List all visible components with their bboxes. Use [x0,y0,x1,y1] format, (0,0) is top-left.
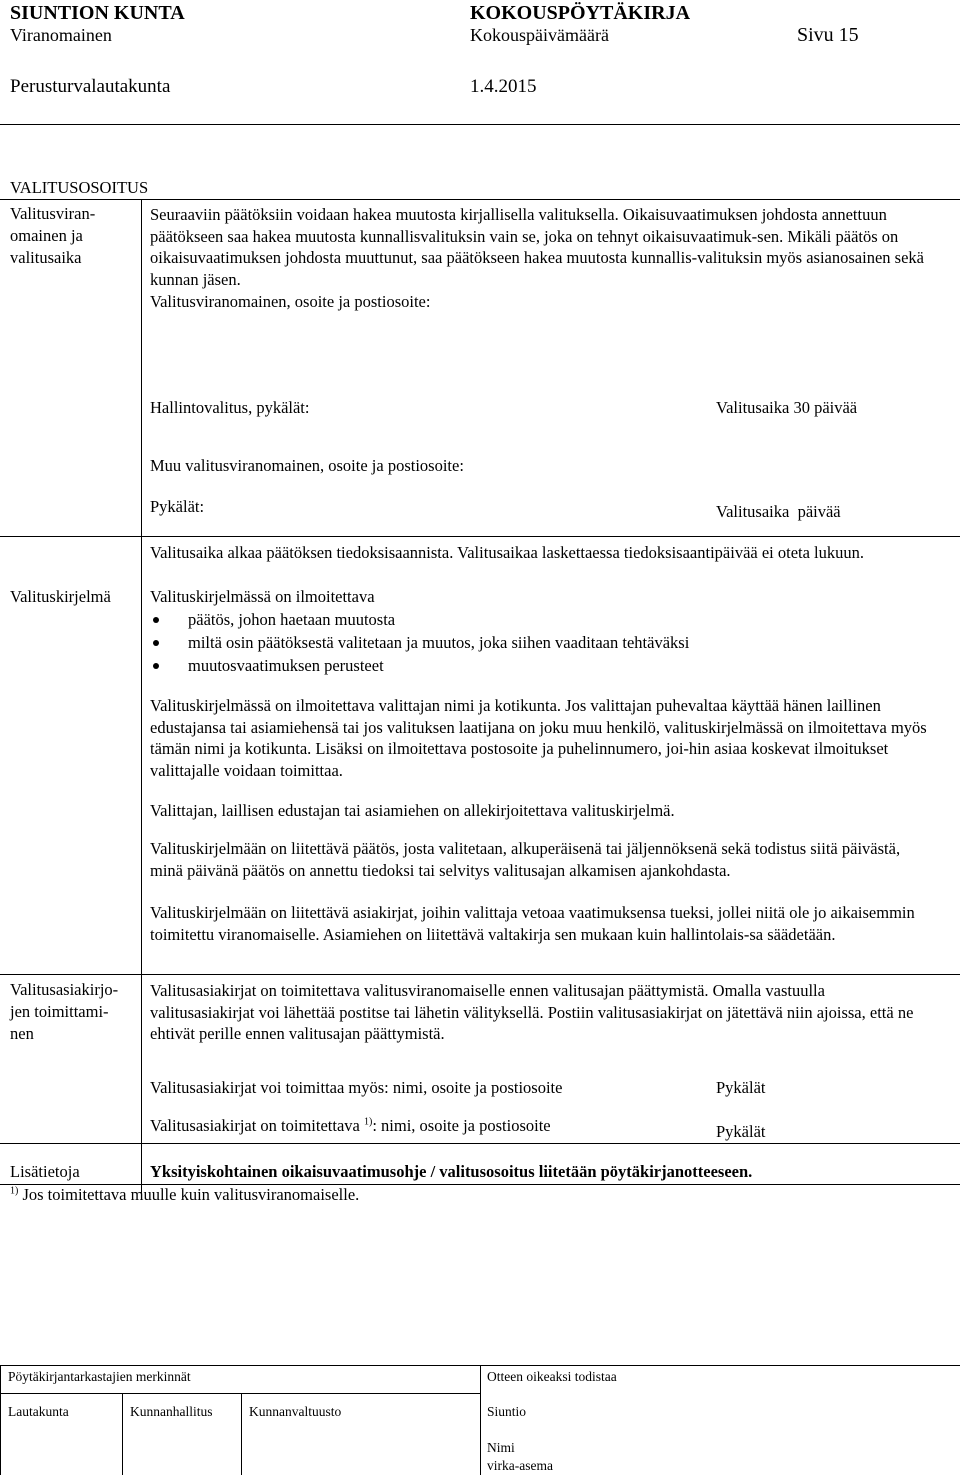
more-info-label: Lisätietoja [10,1162,80,1181]
appellant-info-paragraph: Valituskirjelmässä on ilmoitettava valittajan nimi ja kotikunta. Jos valittajan puhevaltaa käyttää hänen laillinen edustajansa tai asiamiehensä tai jos valituksen laatijana on joku muu henkilö, valituskirjelmässä on ilmoitettava myös tämän nimi ja kotikunta. Lisäksi on ilmoitettava postosoite ja puhelinnumero, joi-hin asiaa koskevat ilmoitukset valittajalle voidaan toimittaa. [150,696,927,780]
footer-inner-divider [0,1393,480,1394]
municipality-label: Siuntio [487,1404,527,1419]
documents-paragraph: Valituskirjelmään on liitettävä asiakirjat, joihin valittaja vetoaa vaatimuksensa tueksi, jollei niitä ole jo aikaisemmin toimitettu viranomaiselle. Asiamiehen on liitettävä valtakirja sen mukaan kuin hallintolais-sa säädetään. [150,903,915,944]
board-label: Lautakunta [8,1404,69,1419]
must-state-heading: Valituskirjelmässä on ilmoitettava [150,587,375,606]
certified-label: Otteen oikeaksi todistaa [487,1369,617,1384]
list-item: muutosvaatimuksen perusteet [150,654,689,677]
more-info-text: Yksityiskohtainen oikaisuvaatimusohje / valitusosoitus liitetään pöytäkirjanotteeseen. [150,1162,753,1181]
footnote: $^{1)}$ Jos toimitettava muulle kuin valitusviranomaiselle. [10,1185,360,1204]
row-divider-2 [0,974,960,975]
name-label: Nimi [487,1440,515,1455]
appeal-letter-label: Valituskirjelmä [10,587,111,606]
position-label: virka-asema [487,1458,553,1473]
required-items-list [150,608,689,677]
date-label: Kokouspäivämäärä [470,25,609,45]
inspectors-label: Pöytäkirjantarkastajien merkinnät [8,1369,191,1384]
other-appeal-period: Valitusaika päivää [716,502,841,521]
doc-type: KOKOUSPÖYTÄKIRJA [470,2,691,24]
section-title: VALITUSOSOITUS [10,178,149,197]
row-divider-1 [0,536,960,537]
list-item: miltä osin päätöksestä valitetaan ja muutos, joka siihen vaaditaan tehtäväksi [150,631,689,654]
footer-left-border [0,1365,1,1475]
column-divider [141,199,142,1199]
delivery-required-sections: Pykälät [716,1122,766,1141]
council-label: Kunnanvaltuusto [249,1404,342,1419]
meeting-date: 1.4.2015 [470,76,537,97]
header-divider [0,124,960,125]
attachments-paragraph: Valituskirjelmään on liitettävä päätös, josta valitetaan, alkuperäisenä tai jäljennöksenä sekä todistus siitä päivästä, minä päivänä päätös on annettu tiedoksi tai selvitys valitusajan alkamisen ajankohdasta. [150,839,901,880]
page-number: Sivu 15 [797,24,859,46]
other-sections-label: Pykälät: [150,497,205,516]
appeal-period-start: Valitusaika alkaa päätöksen tiedoksisaannista. Valitusaikaa laskettaessa tiedoksisaantipäivää ei oteta lukuun. [150,543,865,562]
admin-appeal-period: Valitusaika 30 päivää [716,398,858,417]
table-top-border [0,199,960,200]
signature-paragraph: Valittajan, laillisen edustajan tai asiamiehen on allekirjoitettava valituskirjelmä. [150,801,675,820]
delivery-required-address: Valitusasiakirjat on toimitettava $^{1)}$: nimi, osoite ja postiosoite [150,1116,551,1135]
appeal-intro-paragraph: Seuraaviin päätöksiin voidaan hakea muutosta kirjallisella valituksella. Oikaisuvaatimuksen johdosta annettuun päätökseen saa hakea muutosta kunnallisvalituksin vain se, joka on tehnyt oikaisuvaatimuk-sen. Mikäli päätös on oikaisuvaatimuksen johdosta muuttunut, saa päätökseen hakea muutosta kunnallis-valituksin myös asianosainen sekä kunnan jäsen. [150,205,924,289]
footer-center-divider [480,1365,481,1475]
row-divider-3 [0,1143,960,1144]
appeal-address-label: Valitusviranomainen, osoite ja postiosoite: [150,292,431,311]
delivery-alt-sections: Pykälät [716,1078,766,1097]
list-item: päätös, johon haetaan muutosta [150,608,689,631]
delivery-paragraph: Valitusasiakirjat on toimitettava valitusviranomaiselle ennen valitusajan päättymistä. Omalla vastuulla valitusasiakirjat voi lähettää postitse tai lähetin välityksellä. Postiin valitusasiakirjat on jätettävä niin ajoissa, että ne ehtivät perille ennen valitusajan päättymistä. [150,981,914,1044]
footer-col-divider-1 [122,1393,123,1475]
authority-label: Viranomainen [10,25,112,45]
footer-col-divider-2 [241,1393,242,1475]
org-name: SIUNTION KUNTA [10,2,185,24]
authority-name: Perusturvalautakunta [10,76,171,97]
admin-appeal-sections: Hallintovalitus, pykälät: [150,398,310,417]
government-label: Kunnanhallitus [130,1404,213,1419]
delivery-alt-address: Valitusasiakirjat voi toimittaa myös: nimi, osoite ja postiosoite [150,1078,563,1097]
other-authority-label: Muu valitusviranomainen, osoite ja postiosoite: [150,456,464,475]
